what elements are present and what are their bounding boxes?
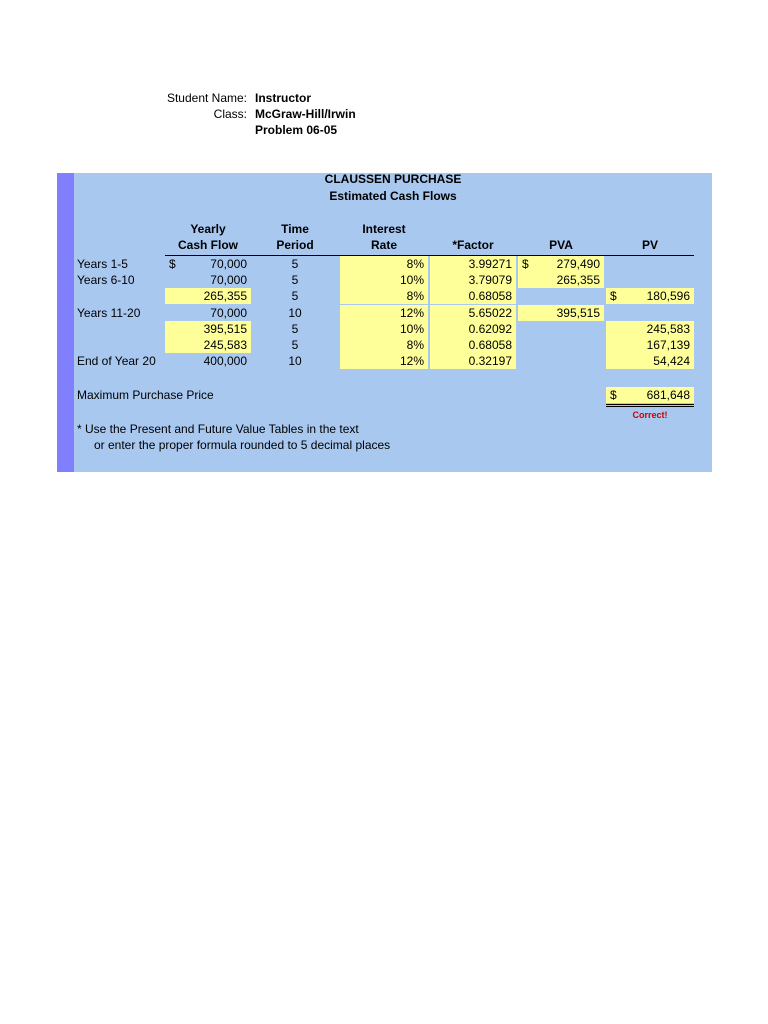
interest-rate-cell[interactable]: 10% xyxy=(340,321,428,337)
problem-number: Problem 06-05 xyxy=(255,123,338,137)
pv-cell[interactable] xyxy=(606,256,694,272)
pv-cell[interactable] xyxy=(606,288,694,304)
pva-dollar: $ xyxy=(522,257,529,271)
col-time-1: Time xyxy=(281,222,309,236)
pva-value: 265,355 xyxy=(556,273,600,288)
pva-cell[interactable] xyxy=(518,353,604,369)
time-period-cell[interactable]: 10 xyxy=(288,354,302,369)
pv-cell[interactable] xyxy=(606,321,694,337)
factor-cell[interactable]: 0.68058 xyxy=(430,337,516,353)
row-label: Years 11-20 xyxy=(77,305,141,320)
interest-rate-cell[interactable]: 12% xyxy=(340,305,428,321)
pv-value: 180,596 xyxy=(646,289,690,304)
col-yearly-1: Yearly xyxy=(190,222,226,236)
time-period-cell[interactable]: 5 xyxy=(291,257,299,271)
col-factor: *Factor xyxy=(452,238,494,252)
pv-value: 167,139 xyxy=(646,338,690,352)
col-pv: PV xyxy=(641,238,658,252)
student-label: Student Name: xyxy=(166,91,247,105)
cash-flow-cell[interactable] xyxy=(165,305,251,321)
factor-cell[interactable]: 0.68058 xyxy=(430,288,516,304)
class-value: McGraw-Hill/Irwin xyxy=(255,107,356,121)
interest-rate-cell[interactable]: 8% xyxy=(340,288,428,304)
pva-cell[interactable] xyxy=(518,272,604,288)
factor-cell[interactable]: 0.32197 xyxy=(430,353,516,369)
pva-cell[interactable] xyxy=(518,337,604,353)
pv-cell[interactable] xyxy=(606,353,694,369)
cash-flow-value: 265,355 xyxy=(203,289,247,304)
pv-cell[interactable] xyxy=(606,272,694,288)
max-price-value: 681,648 xyxy=(646,388,690,402)
correct-indicator: Correct! xyxy=(632,410,668,420)
problem-row xyxy=(0,122,768,138)
double-underline-top xyxy=(606,404,694,405)
max-price-dollar: $ xyxy=(610,388,617,402)
time-period-cell[interactable]: 5 xyxy=(291,273,299,288)
col-rate-2: Rate xyxy=(370,238,397,252)
row-label: End of Year 20 xyxy=(77,354,156,369)
cash-dollar: $ xyxy=(169,257,176,271)
footnote-line-1: * Use the Present and Future Value Tables in the text xyxy=(77,422,359,436)
pv-value: 245,583 xyxy=(646,321,690,336)
cash-flow-cell[interactable] xyxy=(165,337,251,353)
class-row xyxy=(0,106,768,122)
pva-value: 395,515 xyxy=(556,305,600,320)
col-pva: PVA xyxy=(549,238,573,252)
row-label: Years 6-10 xyxy=(77,273,135,288)
pva-cell[interactable] xyxy=(518,321,604,337)
student-row xyxy=(0,90,768,106)
cash-flow-cell[interactable] xyxy=(165,321,251,337)
time-period-cell[interactable]: 5 xyxy=(291,338,299,352)
row-label: Years 1-5 xyxy=(77,257,128,271)
cash-flow-value: 70,000 xyxy=(210,273,247,288)
pva-cell[interactable] xyxy=(518,288,604,304)
cash-flow-cell[interactable] xyxy=(165,256,251,272)
pv-value: 54,424 xyxy=(653,354,690,369)
sheet-title: CLAUSSEN PURCHASE xyxy=(324,172,462,186)
row-header-stripe xyxy=(57,173,74,472)
pv-cell[interactable] xyxy=(606,337,694,353)
pva-cell[interactable] xyxy=(518,305,604,321)
interest-rate-cell[interactable]: 8% xyxy=(340,337,428,353)
sheet-subtitle: Estimated Cash Flows xyxy=(329,189,457,203)
factor-cell[interactable]: 0.62092 xyxy=(430,321,516,337)
time-period-cell[interactable]: 10 xyxy=(288,305,302,320)
cash-flow-value: 70,000 xyxy=(210,305,247,320)
cash-flow-value: 400,000 xyxy=(203,354,247,369)
interest-rate-cell[interactable]: 10% xyxy=(340,272,428,288)
cash-flow-value: 70,000 xyxy=(210,257,247,271)
pva-cell[interactable] xyxy=(518,256,604,272)
cash-flow-cell[interactable] xyxy=(165,353,251,369)
pv-cell[interactable] xyxy=(606,305,694,321)
max-price-cell[interactable] xyxy=(606,387,694,403)
factor-cell[interactable]: 3.99271 xyxy=(430,256,516,272)
col-rate-1: Interest xyxy=(362,222,406,236)
cash-flow-value: 395,515 xyxy=(203,321,247,336)
class-label: Class: xyxy=(213,107,247,121)
interest-rate-cell[interactable]: 12% xyxy=(340,353,428,369)
col-time-2: Period xyxy=(276,238,314,252)
time-period-cell[interactable]: 5 xyxy=(291,321,299,336)
time-period-cell[interactable]: 5 xyxy=(291,289,299,304)
col-yearly-2: Cash Flow xyxy=(177,238,238,252)
max-price-label: Maximum Purchase Price xyxy=(77,388,214,402)
interest-rate-cell[interactable]: 8% xyxy=(340,256,428,272)
cash-flow-cell[interactable] xyxy=(165,288,251,304)
factor-cell[interactable]: 5.65022 xyxy=(430,305,516,321)
pv-dollar: $ xyxy=(610,289,617,304)
cash-flow-value: 245,583 xyxy=(203,338,247,352)
footnote-line-2: or enter the proper formula rounded to 5 decimal places xyxy=(94,438,391,452)
student-value: Instructor xyxy=(255,91,312,105)
factor-cell[interactable]: 3.79079 xyxy=(430,272,516,288)
worksheet xyxy=(57,173,712,472)
pva-value: 279,490 xyxy=(556,257,600,271)
cash-flow-cell[interactable] xyxy=(165,272,251,288)
